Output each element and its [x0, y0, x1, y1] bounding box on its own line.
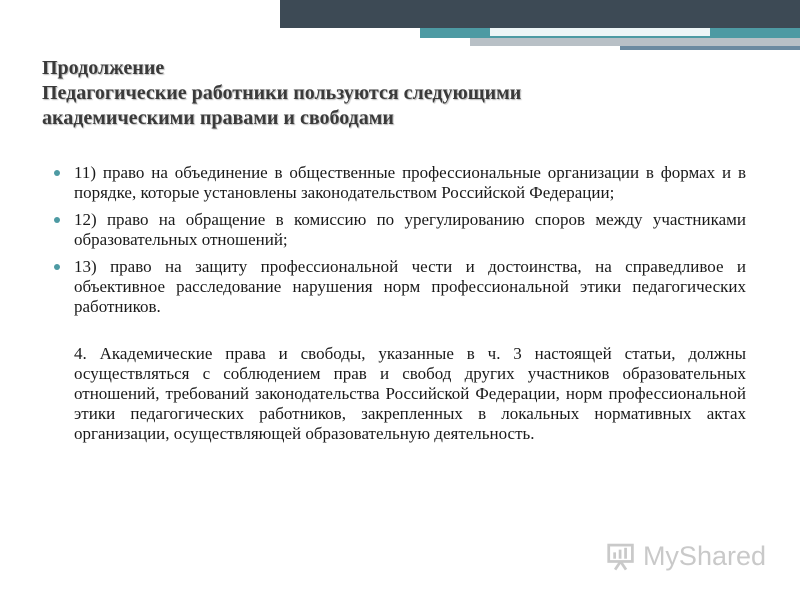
bullet-icon: [54, 217, 60, 223]
watermark-text: MyShared: [642, 540, 766, 571]
bullet-text: 11) право на объединение в общественные профессиональные организации в формах и в порядке, которые установлены законодательством Российской Федерации;: [74, 163, 746, 202]
bullet-item-13: [52, 257, 746, 317]
header-decoration-bar: [280, 0, 800, 28]
article-paragraph: 4. Академические права и свободы, указанные в ч. 3 настоящей статьи, должны осуществляться с соблюдением прав и свобод других участников образовательных отношений, требований законодательства Российской Федерации, норм профессиональной этики педагогических работников, закрепленных в локальных нормативных актах организации, осуществляющей образовательную деятельность.: [74, 344, 746, 443]
bullet-text: 13) право на защиту профессиональной чести и достоинства, на справедливое и объективное расследование нарушения норм профессиональной этики педагогических работников.: [74, 257, 746, 316]
slide-body: [52, 163, 746, 444]
watermark: [606, 538, 766, 574]
bullet-item-11: [52, 163, 746, 203]
bullet-item-12: [52, 210, 746, 250]
bullet-icon: [54, 170, 60, 176]
title-line-3: академическими правами и свободами: [42, 107, 394, 129]
bullet-text: 12) право на обращение в комиссию по урегулированию споров между участниками образовательных отношений;: [74, 210, 746, 249]
presentation-board-icon: [606, 539, 637, 573]
header-blue-bar: [620, 46, 800, 50]
title-line-1: Продолжение: [42, 57, 165, 79]
header-highlight-bar: [490, 28, 710, 36]
title-line-2: Педагогические работники пользуются следующими: [42, 82, 522, 104]
header-gray-bar: [470, 38, 800, 46]
bullet-icon: [54, 264, 60, 270]
slide-title: [42, 56, 742, 131]
